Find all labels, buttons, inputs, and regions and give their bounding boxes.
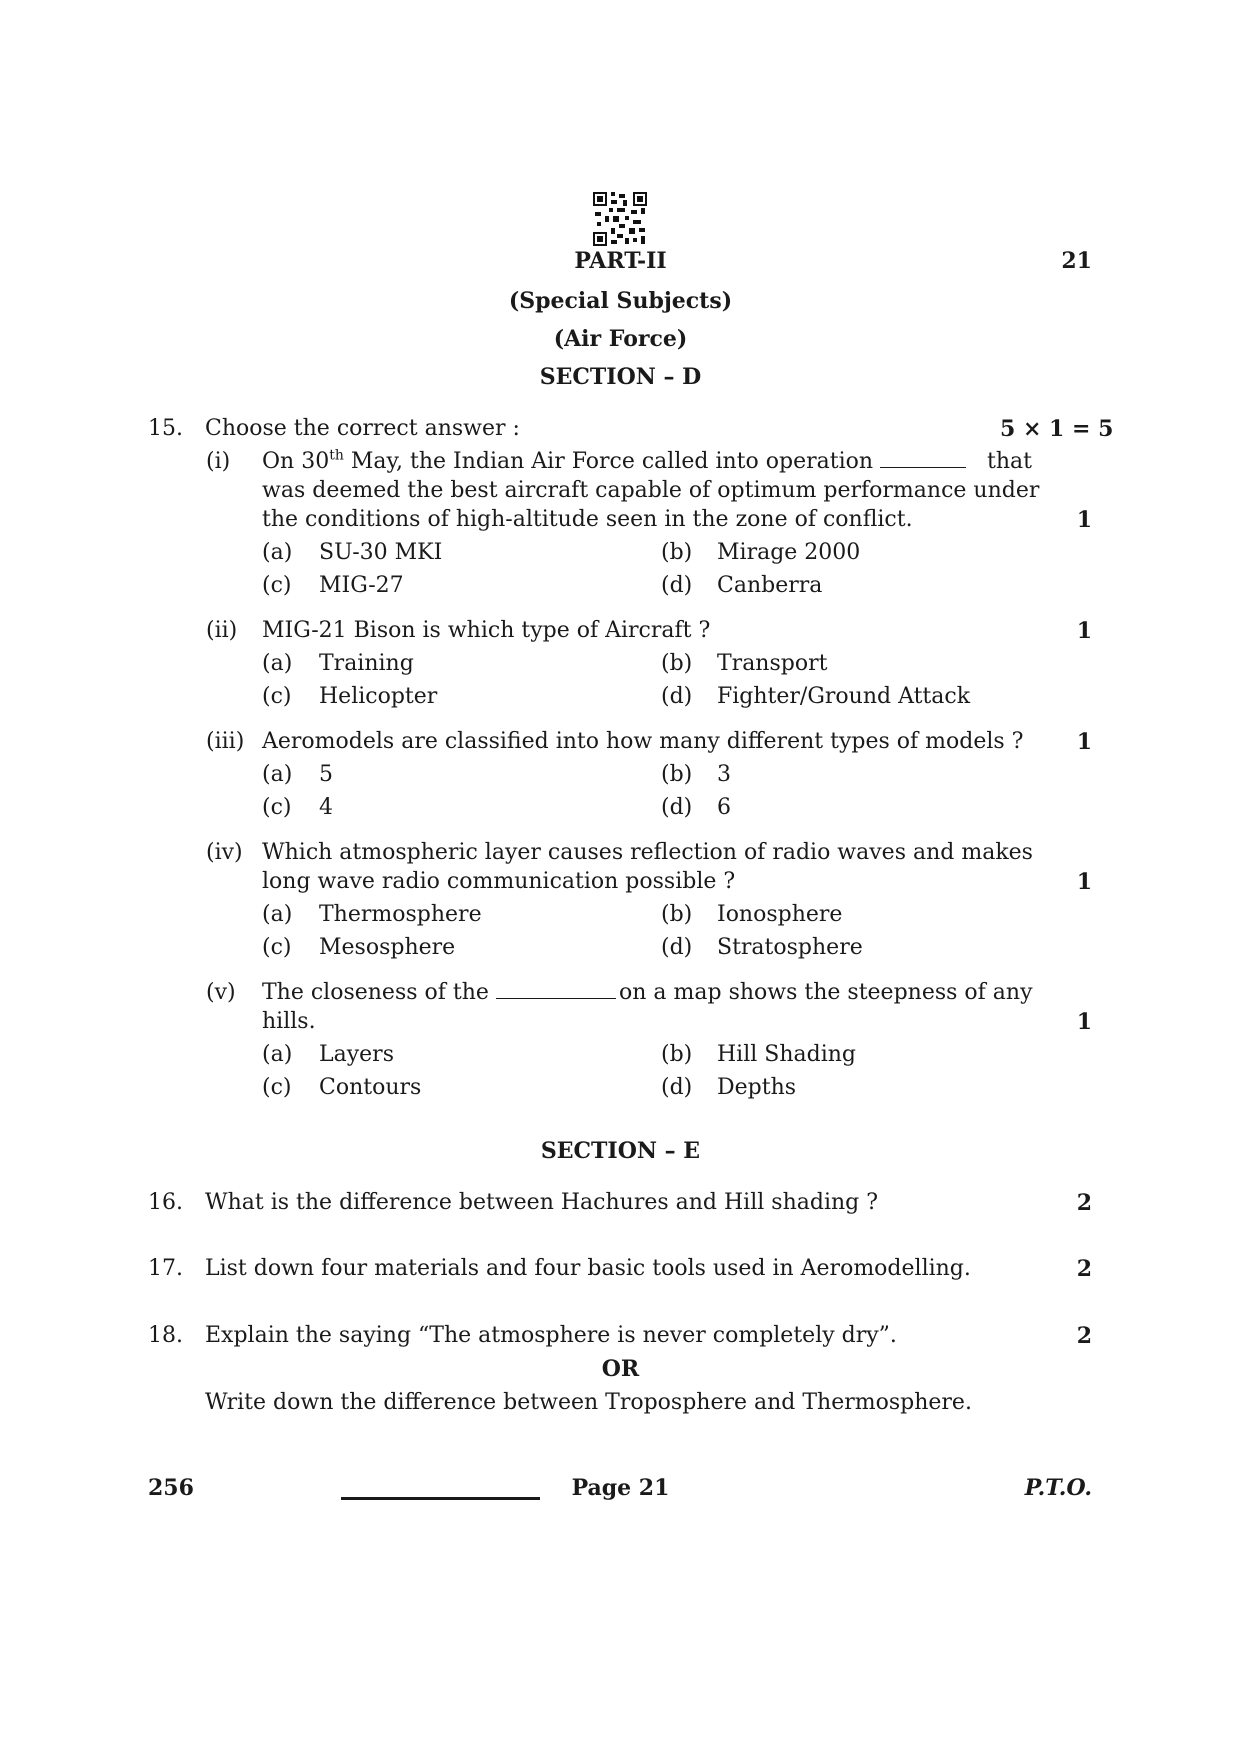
question-number-18: 18. bbox=[148, 1323, 183, 1348]
option-text: MIG-27 bbox=[319, 573, 404, 598]
option-label: (b) bbox=[661, 1042, 693, 1067]
option-label: (b) bbox=[661, 902, 693, 927]
sub-question-v-marks: 1 bbox=[1076, 1009, 1092, 1035]
sub-question-label-i: (i) bbox=[206, 449, 231, 474]
page-number-top: 21 bbox=[1061, 248, 1092, 274]
sub-question-label-iii: (iii) bbox=[206, 729, 245, 754]
option-text: Mesosphere bbox=[319, 935, 456, 960]
section-e-heading: SECTION – E bbox=[540, 1138, 701, 1164]
part-heading: PART-II bbox=[574, 248, 667, 274]
option-text: 5 bbox=[319, 762, 333, 787]
option-text: Mirage 2000 bbox=[717, 540, 861, 565]
question-16-text: What is the difference between Hachures and Hill shading ? bbox=[205, 1190, 879, 1215]
sub-question-v-line-1: The closeness of the bbox=[262, 980, 616, 1005]
sub-question-i-line-3: the conditions of high-altitude seen in the zone of conflict. bbox=[262, 507, 913, 532]
option-text: SU-30 MKI bbox=[319, 540, 443, 565]
question-17-text: List down four materials and four basic tools used in Aeromodelling. bbox=[205, 1256, 971, 1281]
sub-question-iv-line-1: Which atmospheric layer causes reflection of radio waves and makes bbox=[262, 840, 1033, 865]
option-label: (c) bbox=[262, 573, 292, 598]
option-label: (b) bbox=[661, 651, 693, 676]
question-18-text: Explain the saying “The atmosphere is never completely dry”. bbox=[205, 1323, 897, 1348]
sub-question-iv-marks: 1 bbox=[1076, 869, 1092, 895]
option-label: (d) bbox=[661, 795, 693, 820]
option-label: (c) bbox=[262, 684, 292, 709]
fill-in-blank bbox=[496, 981, 616, 999]
option-text: 6 bbox=[717, 795, 731, 820]
option-label: (d) bbox=[661, 1075, 693, 1100]
section-d-heading: SECTION – D bbox=[539, 364, 702, 390]
question-18-marks: 2 bbox=[1076, 1323, 1092, 1349]
option-label: (a) bbox=[262, 651, 293, 676]
special-subjects-heading: (Special Subjects) bbox=[508, 288, 733, 314]
option-label: (c) bbox=[262, 795, 292, 820]
option-text: Helicopter bbox=[319, 684, 438, 709]
option-text: Fighter/Ground Attack bbox=[717, 684, 971, 709]
sub-question-ii-marks: 1 bbox=[1076, 618, 1092, 644]
option-text: Contours bbox=[319, 1075, 422, 1100]
sub-question-label-ii: (ii) bbox=[206, 618, 238, 643]
question-number-17: 17. bbox=[148, 1256, 183, 1281]
qr-code-image bbox=[593, 192, 647, 246]
fill-in-blank bbox=[880, 450, 966, 468]
question-number-15: 15. bbox=[148, 416, 183, 441]
sub-question-label-iv: (iv) bbox=[206, 840, 243, 865]
question-number-16: 16. bbox=[148, 1190, 183, 1215]
option-text: Transport bbox=[717, 651, 828, 676]
option-label: (a) bbox=[262, 540, 293, 565]
sub-question-iii-line-1: Aeromodels are classified into how many different types of models ? bbox=[262, 729, 1024, 754]
sub-question-i-line-2: was deemed the best aircraft capable of optimum performance under bbox=[262, 478, 1040, 503]
option-text: Training bbox=[319, 651, 414, 676]
sub-question-iv-line-2: long wave radio communication possible ? bbox=[262, 869, 736, 894]
option-label: (c) bbox=[262, 1075, 292, 1100]
or-divider: OR bbox=[601, 1356, 640, 1382]
option-label: (a) bbox=[262, 1042, 293, 1067]
question-16-marks: 2 bbox=[1076, 1190, 1092, 1216]
option-text: Canberra bbox=[717, 573, 823, 598]
option-label: (b) bbox=[661, 762, 693, 787]
footer-page-label: Page 21 bbox=[571, 1475, 670, 1501]
option-label: (d) bbox=[661, 684, 693, 709]
sub-question-i-line-1-end: that bbox=[987, 449, 1032, 474]
option-label: (a) bbox=[262, 762, 293, 787]
option-label: (d) bbox=[661, 573, 693, 598]
option-text: Layers bbox=[319, 1042, 394, 1067]
pto-label: P.T.O. bbox=[1024, 1475, 1092, 1501]
air-force-heading: (Air Force) bbox=[553, 326, 688, 352]
sub-question-label-v: (v) bbox=[206, 980, 236, 1005]
option-text: Thermosphere bbox=[319, 902, 482, 927]
option-text: Hill Shading bbox=[717, 1042, 857, 1067]
question-17-marks: 2 bbox=[1076, 1256, 1092, 1282]
sub-question-iii-marks: 1 bbox=[1076, 729, 1092, 755]
option-text: 4 bbox=[319, 795, 333, 820]
sub-question-ii-line-1: MIG-21 Bison is which type of Aircraft ? bbox=[262, 618, 711, 643]
option-text: 3 bbox=[717, 762, 731, 787]
option-label: (c) bbox=[262, 935, 292, 960]
sub-question-i-marks: 1 bbox=[1076, 507, 1092, 533]
option-label: (a) bbox=[262, 902, 293, 927]
option-label: (b) bbox=[661, 540, 693, 565]
sub-question-i-line-1: On 30th May, the Indian Air Force called into operation bbox=[262, 449, 966, 474]
question-15-marks: 5 × 1 = 5 bbox=[1000, 416, 1114, 442]
sub-question-v-line-1-end: on a map shows the steepness of any bbox=[619, 980, 1033, 1005]
option-text: Stratosphere bbox=[717, 935, 863, 960]
question-18-alternative: Write down the difference between Troposphere and Thermosphere. bbox=[205, 1390, 972, 1415]
option-text: Ionosphere bbox=[717, 902, 843, 927]
question-15-instruction: Choose the correct answer : bbox=[205, 416, 520, 441]
option-text: Depths bbox=[717, 1075, 797, 1100]
option-label: (d) bbox=[661, 935, 693, 960]
paper-code: 256 bbox=[148, 1475, 194, 1501]
sub-question-v-line-2: hills. bbox=[262, 1009, 316, 1034]
